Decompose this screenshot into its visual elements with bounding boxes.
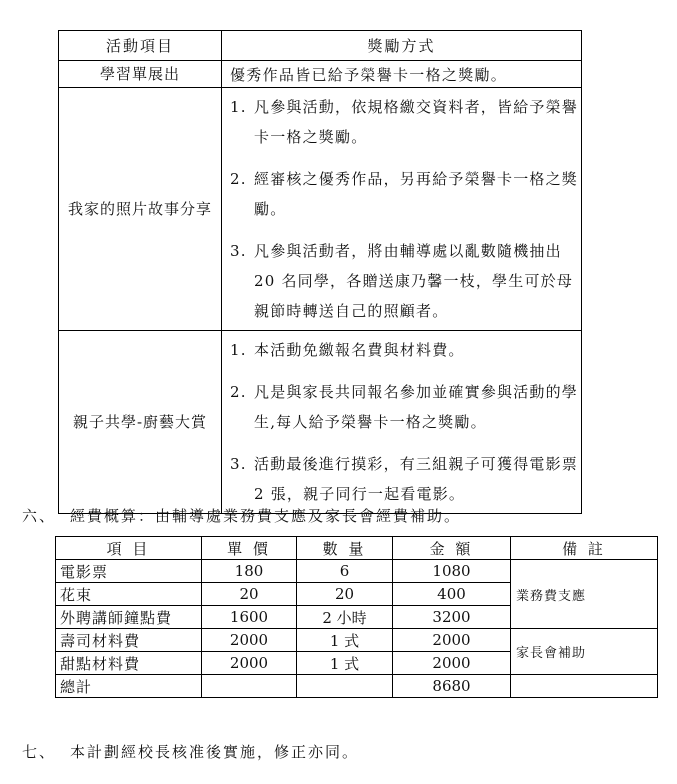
cell-price: 2000 xyxy=(202,629,297,652)
list-item xyxy=(230,236,581,326)
item-text: 活動最後進行摸彩，有三組親子可獲得電影票 2 張，親子同行一起看電影。 xyxy=(254,455,579,503)
item-text: 經審核之優秀作品，另再給予榮譽卡一格之獎勵。 xyxy=(254,170,579,218)
cell-item: 壽司材料費 xyxy=(56,629,202,652)
item-text: 凡參與活動者，將由輔導處以亂數隨機抽出 20 名同學，各贈送康乃馨一枝，學生可於母親節時轉送自己的照顧者。 xyxy=(254,242,574,320)
cell-remark-business-fund: 業務費支應 xyxy=(511,560,658,629)
activity-name-cooking: 親子共學-廚藝大賞 xyxy=(59,331,222,514)
cell-item: 電影票 xyxy=(56,560,202,583)
cell-amount: 3200 xyxy=(393,606,511,629)
section-number: 七、 xyxy=(22,743,57,761)
cell-qty: 20 xyxy=(297,583,393,606)
cell-price: 180 xyxy=(202,560,297,583)
cell-item: 花束 xyxy=(56,583,202,606)
item-text: 本活動免繳報名費與材料費。 xyxy=(254,341,465,359)
section-text: 經費概算：由輔導處業務費支應及家長會經費補助。 xyxy=(70,507,462,525)
cell-item: 甜點材料費 xyxy=(56,652,202,675)
header-remarks: 備 註 xyxy=(511,537,658,560)
section-text: 本計劃經校長核准後實施，修正亦同。 xyxy=(70,743,360,761)
item-text: 凡是與家長共同報名參加並確實參與活動的學生,每人給予榮譽卡一格之獎勵。 xyxy=(254,383,579,431)
item-number: 3. xyxy=(230,455,247,473)
list-item xyxy=(230,377,581,437)
item-number: 2. xyxy=(230,170,247,188)
section-six xyxy=(22,505,461,526)
activity-reward-cooking xyxy=(222,331,582,514)
item-number: 1. xyxy=(230,98,247,116)
section-number: 六、 xyxy=(22,507,57,525)
activity-reward-photo-story xyxy=(222,88,582,331)
empty-cell xyxy=(511,675,658,698)
cell-qty: 1 式 xyxy=(297,652,393,675)
cell-amount: 1080 xyxy=(393,560,511,583)
cell-amount: 2000 xyxy=(393,629,511,652)
activities-table xyxy=(58,30,582,514)
header-reward-method: 獎勵方式 xyxy=(222,31,582,61)
cell-item: 外聘講師鐘點費 xyxy=(56,606,202,629)
activity-name-exhibit: 學習單展出 xyxy=(59,61,222,88)
header-unit-price: 單 價 xyxy=(202,537,297,560)
cell-price: 2000 xyxy=(202,652,297,675)
item-text: 凡參與活動，依規格繳交資料者，皆給予榮譽卡一格之獎勵。 xyxy=(254,98,579,146)
total-row xyxy=(56,675,658,698)
item-number: 1. xyxy=(230,341,247,359)
cell-price: 20 xyxy=(202,583,297,606)
cell-remark-parent-association: 家長會補助 xyxy=(511,629,658,675)
header-quantity: 數 量 xyxy=(297,537,393,560)
activity-name-photo-story: 我家的照片故事分享 xyxy=(59,88,222,331)
cell-qty: 2 小時 xyxy=(297,606,393,629)
table-row xyxy=(56,629,658,652)
table-row xyxy=(56,560,658,583)
cell-amount: 2000 xyxy=(393,652,511,675)
photo-story-reward-list xyxy=(230,92,581,326)
activity-reward-exhibit: 優秀作品皆已給予榮譽卡一格之獎勵。 xyxy=(222,61,582,88)
cell-amount: 400 xyxy=(393,583,511,606)
cooking-reward-list xyxy=(230,335,581,509)
header-activity-item: 活動項目 xyxy=(59,31,222,61)
budget-header-row xyxy=(56,537,658,560)
budget-table xyxy=(55,536,658,698)
item-number: 2. xyxy=(230,383,247,401)
total-label: 總計 xyxy=(56,675,202,698)
list-item xyxy=(230,164,581,224)
empty-cell xyxy=(297,675,393,698)
list-item xyxy=(230,92,581,152)
activity-row-exhibit xyxy=(59,61,582,88)
header-amount: 金 額 xyxy=(393,537,511,560)
empty-cell xyxy=(202,675,297,698)
cell-price: 1600 xyxy=(202,606,297,629)
cell-qty: 6 xyxy=(297,560,393,583)
item-number: 3. xyxy=(230,242,247,260)
activity-row-photo-story xyxy=(59,88,582,331)
section-seven xyxy=(22,741,359,762)
cell-qty: 1 式 xyxy=(297,629,393,652)
list-item xyxy=(230,335,581,365)
activities-header-row xyxy=(59,31,582,61)
header-item: 項 目 xyxy=(56,537,202,560)
list-item xyxy=(230,449,581,509)
activity-row-cooking xyxy=(59,331,582,514)
total-amount: 8680 xyxy=(393,675,511,698)
